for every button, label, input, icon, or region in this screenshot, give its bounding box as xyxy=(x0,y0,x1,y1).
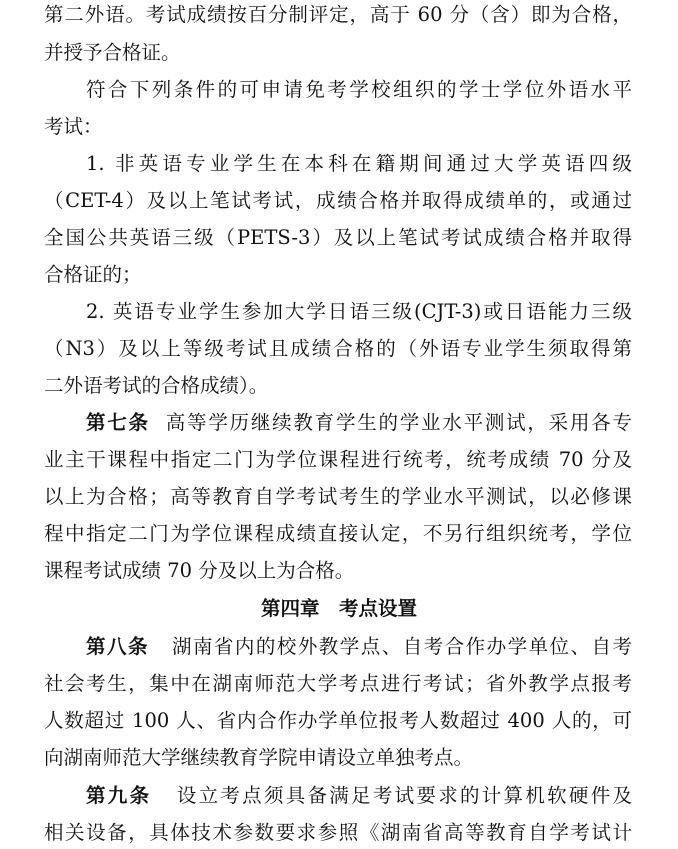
text-line: 考试： xyxy=(44,115,103,138)
article-8-label: 第八条 xyxy=(86,635,149,658)
article-text: 湖南省内的校外教学点、自考合作办学单位、自考 xyxy=(171,635,632,658)
text-line: 程中指定二门为学位课程成绩直接认定，不另行组织统考，学位 xyxy=(44,522,632,545)
text-line: 二外语考试的合格成绩）。 xyxy=(44,374,269,397)
text-line: 业主干课程中指定二门为学位课程进行统考，统考成绩 70 分及 xyxy=(44,448,632,471)
text-line: 合格证的； xyxy=(44,263,142,286)
article-7-label: 第七条 xyxy=(86,411,150,434)
text-line: 符合下列条件的可申请免考学校组织的学士学位外语水平 xyxy=(86,78,632,101)
chapter-heading: 第四章 考点设置 xyxy=(260,597,417,620)
list-item-2: 2. 英语专业学生参加大学日语三级(CJT-3)或日语能力三级 xyxy=(86,300,632,323)
text-line: 向湖南师范大学继续教育学院申请设立单独考点。 xyxy=(44,746,474,769)
text-line: 第二外语。考试成绩按百分制评定，高于 60 分（含）即为合格， xyxy=(44,3,632,26)
text-line: 全国公共英语三级（PETS-3）及以上笔试考试成绩合格并取得 xyxy=(44,226,632,249)
list-item-1: 1. 非英语专业学生在本科在籍期间通过大学英语四级 xyxy=(86,152,632,175)
article-8 xyxy=(86,632,632,662)
article-text: 设立考点须具备满足考试要求的计算机软硬件及 xyxy=(176,784,632,807)
text-line: 人数超过 100 人、省内合作办学单位报考人数超过 400 人的，可 xyxy=(44,709,632,732)
article-text: 高等学历继续教育学生的学业水平测试，采用各专 xyxy=(165,411,632,434)
article-7 xyxy=(86,408,632,438)
article-9 xyxy=(86,781,632,811)
text-line: （CET-4）及以上笔试考试，成绩合格并取得成绩单的，或通过 xyxy=(44,189,632,212)
text-line: 社会考生，集中在湖南师范大学考点进行考试；省外教学点报考 xyxy=(44,672,632,695)
text-line: （N3）及以上等级考试且成绩合格的（外语专业学生须取得第 xyxy=(44,337,632,360)
text-line: 并授予合格证。 xyxy=(44,41,181,64)
article-9-label: 第九条 xyxy=(86,784,152,807)
text-line: 相关设备，具体技术参数要求参照《湖南省高等教育自学考试计 xyxy=(44,821,632,844)
text-line: 课程考试成绩 70 分及以上为合格。 xyxy=(44,559,355,582)
text-line: 以上为合格；高等教育自学考试考生的学业水平测试，以必修课 xyxy=(44,485,632,508)
